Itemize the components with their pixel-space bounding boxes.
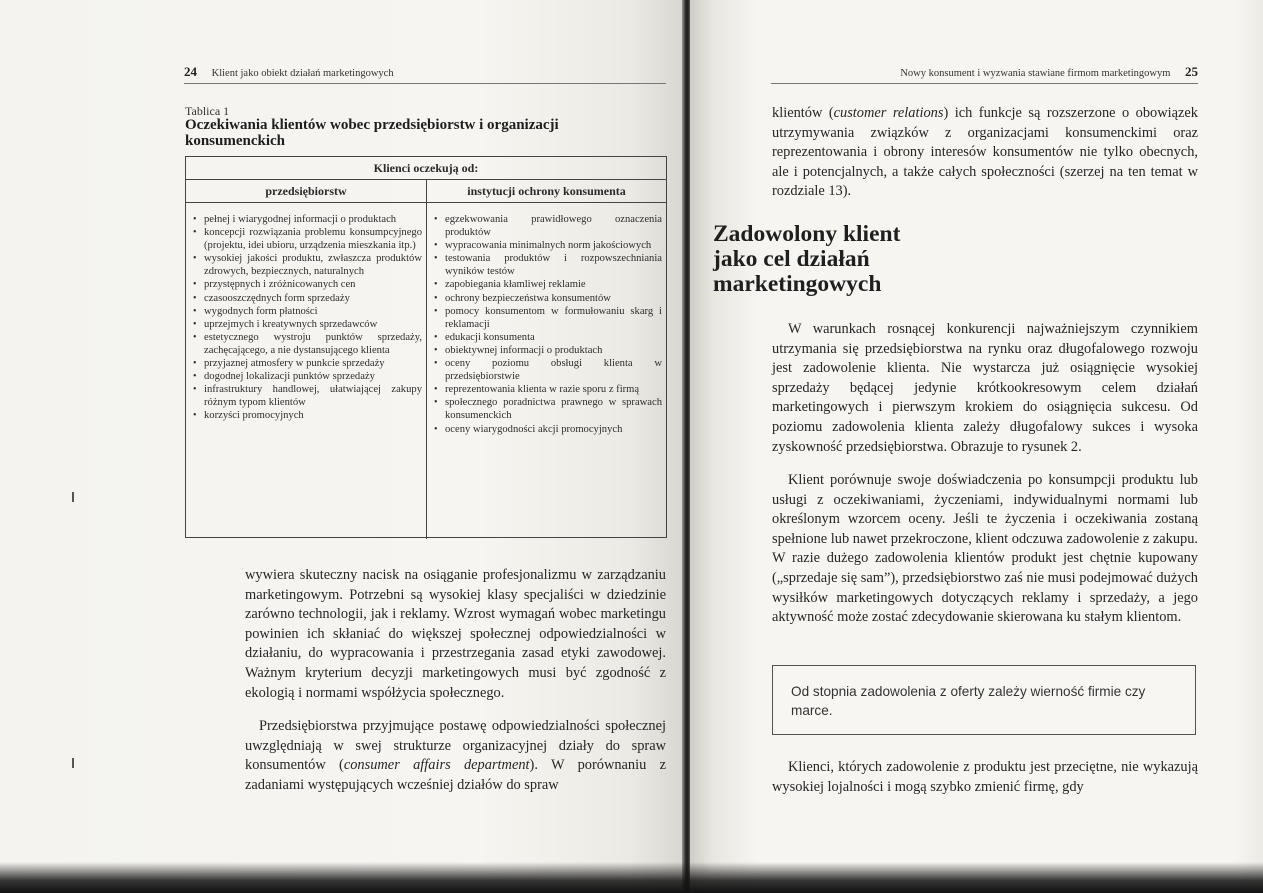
right-paragraph-1: W warunkach rosnącej konkurencji najważniejszym czynnikiem utrzymania się przedsiębiorstwa na rynku oraz długofalowego rozwoju jest zadowolenie klienta. Nie wystarcza już osiągnięcie wysokiej sprzedaży będącej jedynie krótkookresowym celem działań marketingowych i pierwszym krokiem do osiągnięcia sukcesu. Od poziomu zadowolenia klienta zależy długofalowy sukces i wysoka zyskowność przedsiębiorstwa. Obrazuje to rysunek 2.: [772, 321, 1198, 455]
list-item: • obiektywnej informacji o produktach: [433, 344, 662, 357]
list-item: • pomocy konsumentom w formułowaniu skarg i reklamacji: [433, 305, 662, 331]
list-item: • oceny poziomu obsługi klienta w przedsiębiorstwie: [433, 357, 662, 383]
emphasis-term: consumer affairs department: [343, 757, 530, 774]
left-page-number: 24: [184, 64, 197, 79]
left-paragraph-2: [245, 717, 666, 795]
right-paragraph-3: Klienci, których zadowolenie z produktu jest przeciętne, nie wykazują wysokiej lojalności i mogą szybko zmienić firmę, gdy: [772, 759, 1198, 795]
list-item: • czasooszczędnych form sprzedaży: [192, 292, 422, 305]
highlight-box: [772, 665, 1196, 735]
scan-mark: [72, 758, 74, 768]
table-body: [186, 203, 666, 539]
list-item: • edukacji konsumenta: [433, 331, 662, 344]
list-item: • pełnej i wiarygodnej informacji o produktach: [192, 213, 422, 226]
list-item: • społecznego poradnictwa prawnego w sprawach konsumenckich: [433, 396, 662, 422]
consumer-protection-list: [433, 213, 662, 436]
list-item: • koncepcji rozwiązania problemu konsumpcyjnego (projektu, idei ubioru, urządzenia mieszkania itp.): [192, 226, 422, 252]
table-column-headers: [186, 180, 666, 203]
right-running-head: [771, 64, 1198, 84]
paragraph-text: klientów (: [772, 105, 834, 121]
section-heading-line: Zadowolony klient: [713, 221, 901, 247]
left-paragraph-1: wywiera skuteczny nacisk na osiąganie profesjonalizmu w zarządzaniu marketingowym. Potrzebni są wysokiej klasy specjaliści w dziedzinie zarówno technologii, jak i reklamy. Wzrost wymagań wobec marketingu powinien ich skłaniać do większej społecznej odpowiedzialności w działaniu, do wypracowania i przestrzegania zasad etyki zawodowej. Ważnym kryterium decyzji marketingowych musi być zgodność z ekologią i normami współżycia społecznego.: [245, 567, 666, 701]
list-item: • infrastruktury handlowej, ułatwiającej zakupy różnym typom klientów: [192, 383, 422, 409]
list-item: • przyjaznej atmosfery w punkcie sprzedaży: [192, 357, 422, 370]
scan-mark: [72, 492, 74, 502]
list-item: • wypracowania minimalnych norm jakościowych: [433, 239, 662, 252]
table-label: Tablica 1: [185, 104, 230, 118]
list-item: • reprezentowania klienta w razie sporu z firmą: [433, 383, 662, 396]
left-running-head-text: Klient jako obiekt działań marketingowych: [211, 68, 394, 79]
section-heading-line: jako cel działań: [713, 246, 870, 272]
section-heading: [713, 222, 900, 297]
list-item: • korzyści promocyjnych: [192, 409, 422, 422]
list-item: • dogodnej lokalizacji punktów sprzedaży: [192, 370, 422, 383]
list-item: • uprzejmych i kreatywnych sprzedawców: [192, 318, 422, 331]
column-header-enterprises: przedsiębiorstw: [186, 180, 427, 202]
paragraph-text: ). W porównaniu z zadaniami występujących wcześniej działów do spraw: [245, 757, 667, 793]
list-item: • oceny wiarygodności akcji promocyjnych: [433, 423, 662, 436]
scan-bottom-edge: [0, 862, 1263, 893]
right-paragraph-2: Klient porównuje swoje doświadczenia po konsumpcji produktu lub usługi z oczekiwaniami, życzeniami, indywidualnymi normami lub określonym wzorcem oceny. Jeśli te życzenia i oczekiwania zostaną spełnione lub nawet przekroczone, klient odczuwa zadowolenie z zakupu. W razie dużego zadowolenia klientów produkt jest chętnie kupowany („sprzedaje się sam”), przedsiębiorstwo zaś nie musi podejmować dużych wysiłków marketingowych dotyczących reklamy i sprzedaży, a jego aktywność może zostać zdecydowanie skierowana ku stałym klientom.: [772, 472, 1198, 626]
list-item: • testowania produktów i rozpowszechniania wyników testów: [433, 252, 662, 278]
list-item: • egzekwowania prawidłowego oznaczenia produktów: [433, 213, 662, 239]
list-item: • wysokiej jakości produktu, zwłaszcza produktów zdrowych, bezpiecznych, naturalnych: [192, 252, 422, 278]
list-item: • zapobiegania kłamliwej reklamie: [433, 278, 662, 291]
consumer-protection-column: [427, 203, 666, 539]
list-item: • ochrony bezpieczeństwa konsumentów: [433, 292, 662, 305]
right-running-head-text: Nowy konsument i wyzwania stawiane firmom marketingowym: [900, 68, 1171, 79]
list-item: • przystępnych i zróżnicowanych cen: [192, 278, 422, 291]
list-item: • estetycznego wystroju punktów sprzedaży, zachęcającego, a nie dystansującego klienta: [192, 331, 422, 357]
emphasis-term: customer relations: [833, 105, 944, 121]
enterprises-column: [186, 203, 427, 539]
enterprises-list: [192, 213, 422, 423]
expectations-table: [185, 156, 667, 538]
section-heading-line: marketingowych: [713, 271, 882, 297]
right-paragraph-0: [772, 104, 1198, 202]
highlight-box-text: Od stopnia zadowolenia z oferty zależy wierność firmie czy marce.: [791, 684, 1146, 718]
right-page-number: 25: [1185, 64, 1198, 79]
left-running-head: [184, 64, 666, 84]
column-header-consumer-protection: instytucji ochrony konsumenta: [467, 184, 626, 198]
paragraph-text: ) ich funkcje są rozszerzone o obowiązek utrzymywania związków z organizacjami konsumenckimi oraz reprezentowania i obrony interesów konsumentów nie tylko obecnych, ale i potencjalnych, a także całych społeczności (szerzej na ten temat w rozdziale 13).: [772, 105, 1198, 200]
table-header: Klienci oczekują od:: [186, 157, 666, 180]
paragraph-text: Przedsiębiorstwa przyjmujące postawę odpowiedzialności społecznej uwzględniają w swej strukturze organizacyjnej działy do spraw konsumentów (: [245, 718, 666, 774]
table-title: Oczekiwania klientów wobec przedsiębiorstw i organizacji konsumenckich: [185, 117, 559, 149]
list-item: • wygodnych form płatności: [192, 305, 422, 318]
